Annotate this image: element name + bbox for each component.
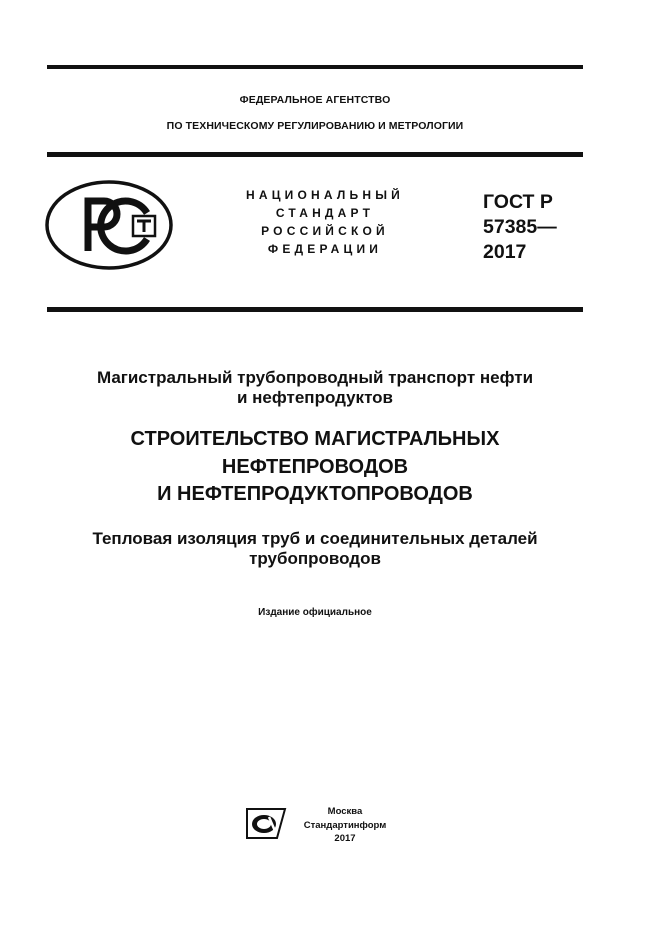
standard-code-line-2: 57385— <box>483 216 557 238</box>
subtitle-line-2: и нефтепродуктов <box>236 388 394 407</box>
publisher-city: Москва <box>327 806 363 817</box>
publisher-name: Стандартинформ <box>303 819 387 831</box>
part-title-line-2: трубопроводов <box>249 549 381 568</box>
main-title-line-2: НЕФТЕПРОВОДОВ <box>221 455 409 478</box>
publisher-year: 2017 <box>334 833 356 844</box>
header-rule <box>47 152 583 157</box>
agency-line-1: ФЕДЕРАЛЬНОЕ АГЕНТСТВО <box>239 94 391 106</box>
standard-type-line-3: РОССИЙСКОЙ <box>261 224 389 238</box>
part-title-line-1: Тепловая изоляция труб и соединительных деталей <box>92 529 538 548</box>
top-rule <box>47 65 583 69</box>
subtitle <box>47 368 583 408</box>
subtitle-line-1: Магистральный трубопроводный транспорт нефти <box>96 368 534 387</box>
main-title-line-3: И НЕФТЕПРОДУКТОПРОВОДОВ <box>157 483 473 505</box>
gost-r-certification-mark-icon <box>44 179 174 271</box>
agency-line-2: ПО ТЕХНИЧЕСКОМУ РЕГУЛИРОВАНИЮ И МЕТРОЛОГИИ <box>166 120 464 132</box>
standard-code-line-1: ГОСТ Р <box>483 191 553 213</box>
main-title-line-1: СТРОИТЕЛЬСТВО МАГИСТРАЛЬНЫХ <box>130 428 500 450</box>
standard-type-line-2: СТАНДАРТ <box>275 206 375 220</box>
standard-type-line-4: ФЕДЕРАЦИИ <box>267 242 383 256</box>
standard-type <box>225 186 425 258</box>
standard-code <box>483 190 557 265</box>
main-title <box>47 426 583 509</box>
part-title <box>47 529 583 569</box>
standard-type-line-1: НАЦИОНАЛЬНЫЙ <box>245 188 405 202</box>
edition-label: Издание официальное <box>258 607 372 618</box>
standartinform-logo-icon <box>245 807 289 840</box>
standard-rule <box>47 307 583 312</box>
publisher <box>290 805 400 846</box>
standard-code-line-3: 2017 <box>483 241 527 263</box>
